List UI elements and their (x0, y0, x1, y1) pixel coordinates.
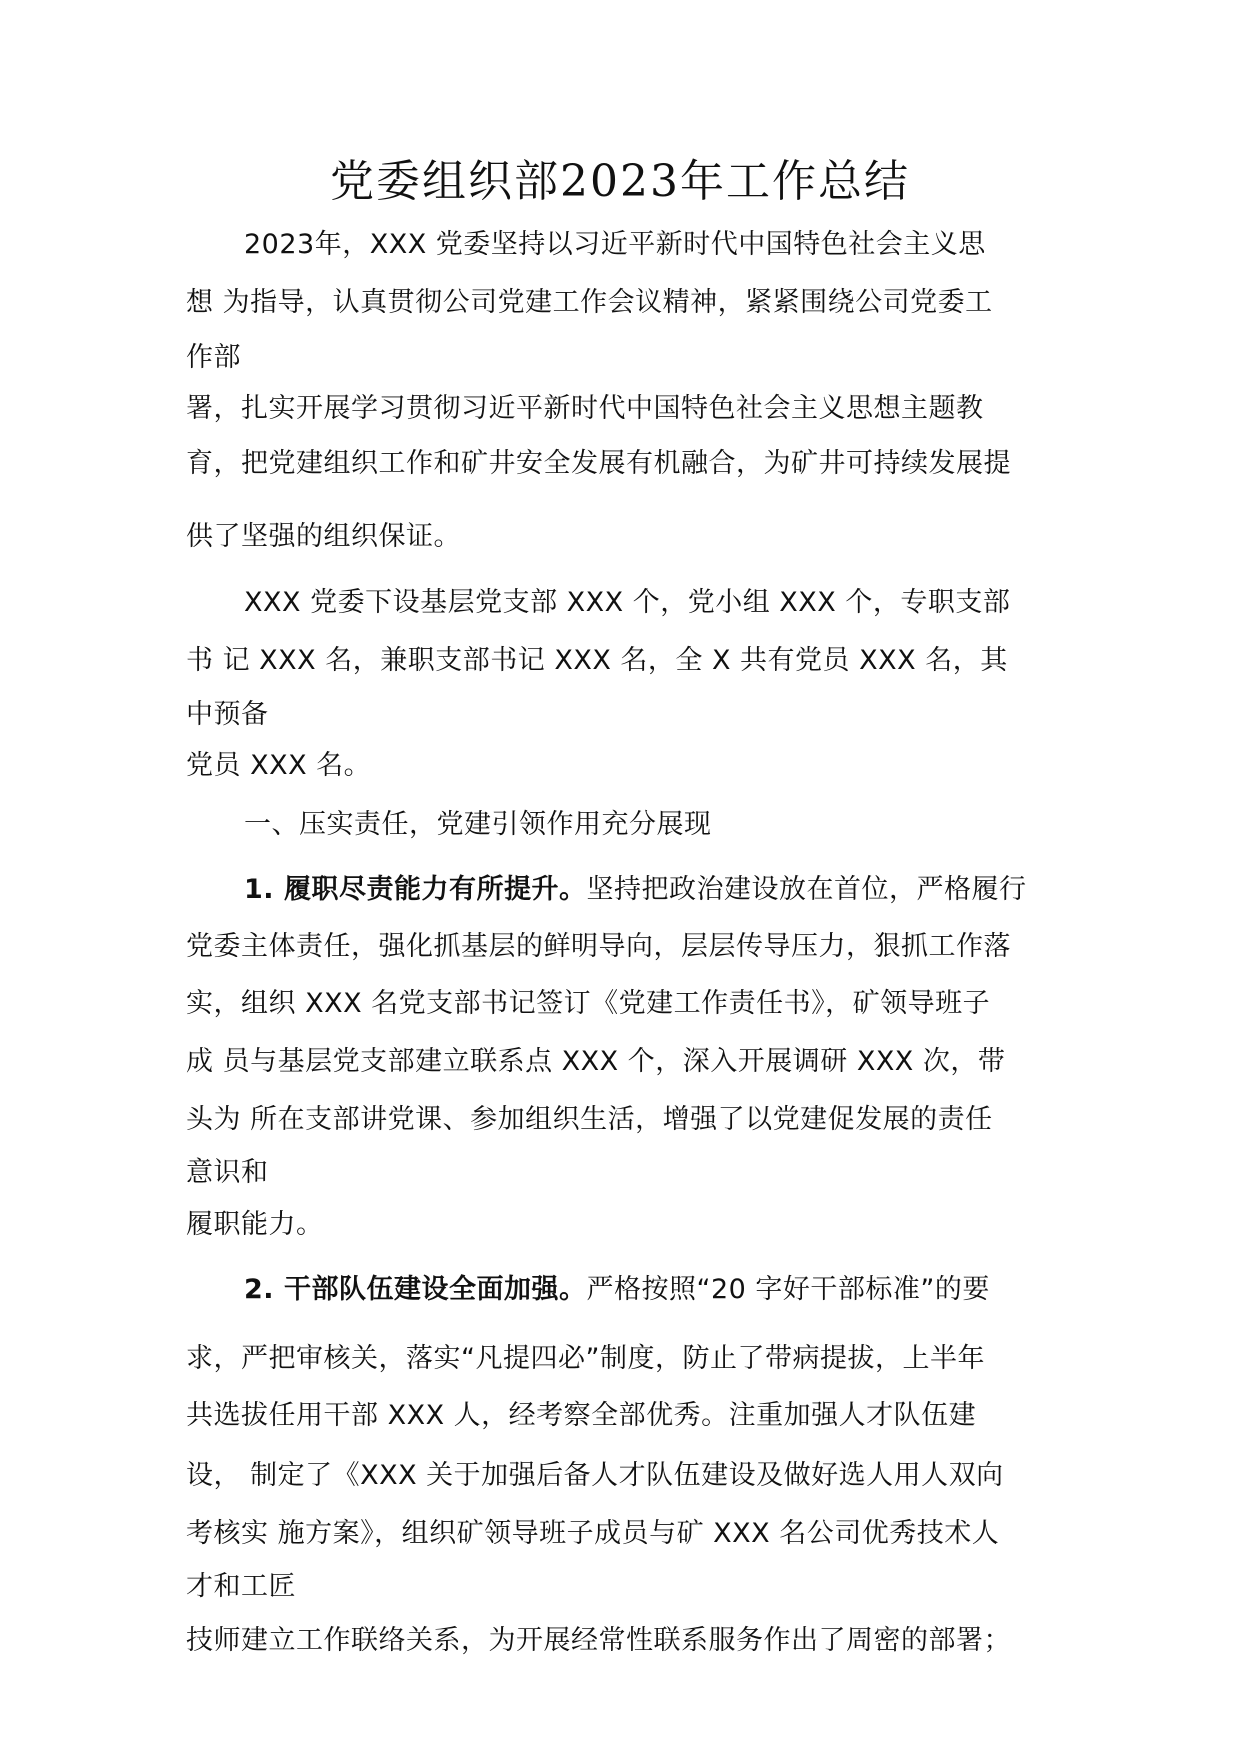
item-1-line-3: 实，组织 XXX 名党支部书记签订《党建工作责任书》，矿领导班子 (186, 988, 991, 1019)
item-2-line-3: 共选拔任用干部 XXX 人，经考察全部优秀。注重加强人才队伍建 (186, 1400, 977, 1431)
item-2-text: 严格按照“20 字好干部标准”的要 (586, 1274, 990, 1305)
item-2-line-4: 设， 制定了《XXX 关于加强后备人才队伍建设及做好选人用人双向 (186, 1460, 1004, 1491)
item-1-line-5: 头为 所在支部讲党课、参加组织生活，增强了以党建促发展的责任 (186, 1104, 993, 1135)
paragraph-1-line-3: 作部 (186, 342, 241, 373)
item-2-line-1 (244, 1270, 990, 1310)
paragraph-1-line-2: 想 为指导，认真贯彻公司党建工作会议精神，紧紧围绕公司党委工 (186, 287, 993, 318)
item-1-line-4: 成 员与基层党支部建立联系点 XXX 个，深入开展调研 XXX 次，带 (186, 1046, 1006, 1077)
paragraph-1-line-4: 署，扎实开展学习贯彻习近平新时代中国特色社会主义思想主题教 (186, 393, 984, 424)
item-2-line-6: 才和工匠 (186, 1571, 296, 1602)
item-1-heading: 1. 履职尽责能力有所提升。 (244, 874, 587, 905)
paragraph-2-line-4: 党员 XXX 名。 (186, 750, 372, 781)
paragraph-2-line-1: XXX 党委下设基层党支部 XXX 个，党小组 XXX 个，专职支部 (244, 587, 1011, 618)
item-2-heading: 2. 干部队伍建设全面加强。 (244, 1274, 587, 1305)
item-2-line-7: 技师建立工作联络关系，为开展经常性联系服务作出了周密的部署； (186, 1625, 1011, 1656)
paragraph-1-line-5: 育，把党建组织工作和矿井安全发展有机融合，为矿井可持续发展提 (186, 448, 1011, 479)
paragraph-1-line-1: 2023年，XXX 党委坚持以习近平新时代中国特色社会主义思 (244, 229, 986, 260)
item-1-line-1 (244, 870, 1026, 910)
item-1-line-2: 党委主体责任，强化抓基层的鲜明导向，层层传导压力，狠抓工作落 (186, 931, 1011, 962)
paragraph-2-line-3: 中预备 (186, 699, 269, 730)
paragraph-2-line-2: 书 记 XXX 名，兼职支部书记 XXX 名，全 X 共有党员 XXX 名，其 (186, 645, 1008, 676)
item-2-line-5: 考核实 施方案》，组织矿领导班子成员与矿 XXX 名公司优秀技术人 (186, 1518, 1000, 1549)
item-2-line-2: 求，严把审核关，落实“凡提四必”制度，防止了带病提拔，上半年 (186, 1343, 985, 1374)
item-1-line-6: 意识和 (186, 1157, 269, 1188)
item-1-text: 坚持把政治建设放在首位，严格履行 (586, 874, 1027, 905)
document-title: 党委组织部2023年工作总结 (330, 156, 910, 207)
paragraph-1-line-6: 供了坚强的组织保证。 (186, 521, 461, 552)
section-1-heading: 一、压实责任，党建引领作用充分展现 (244, 809, 712, 840)
item-1-line-7: 履职能力。 (186, 1209, 324, 1240)
